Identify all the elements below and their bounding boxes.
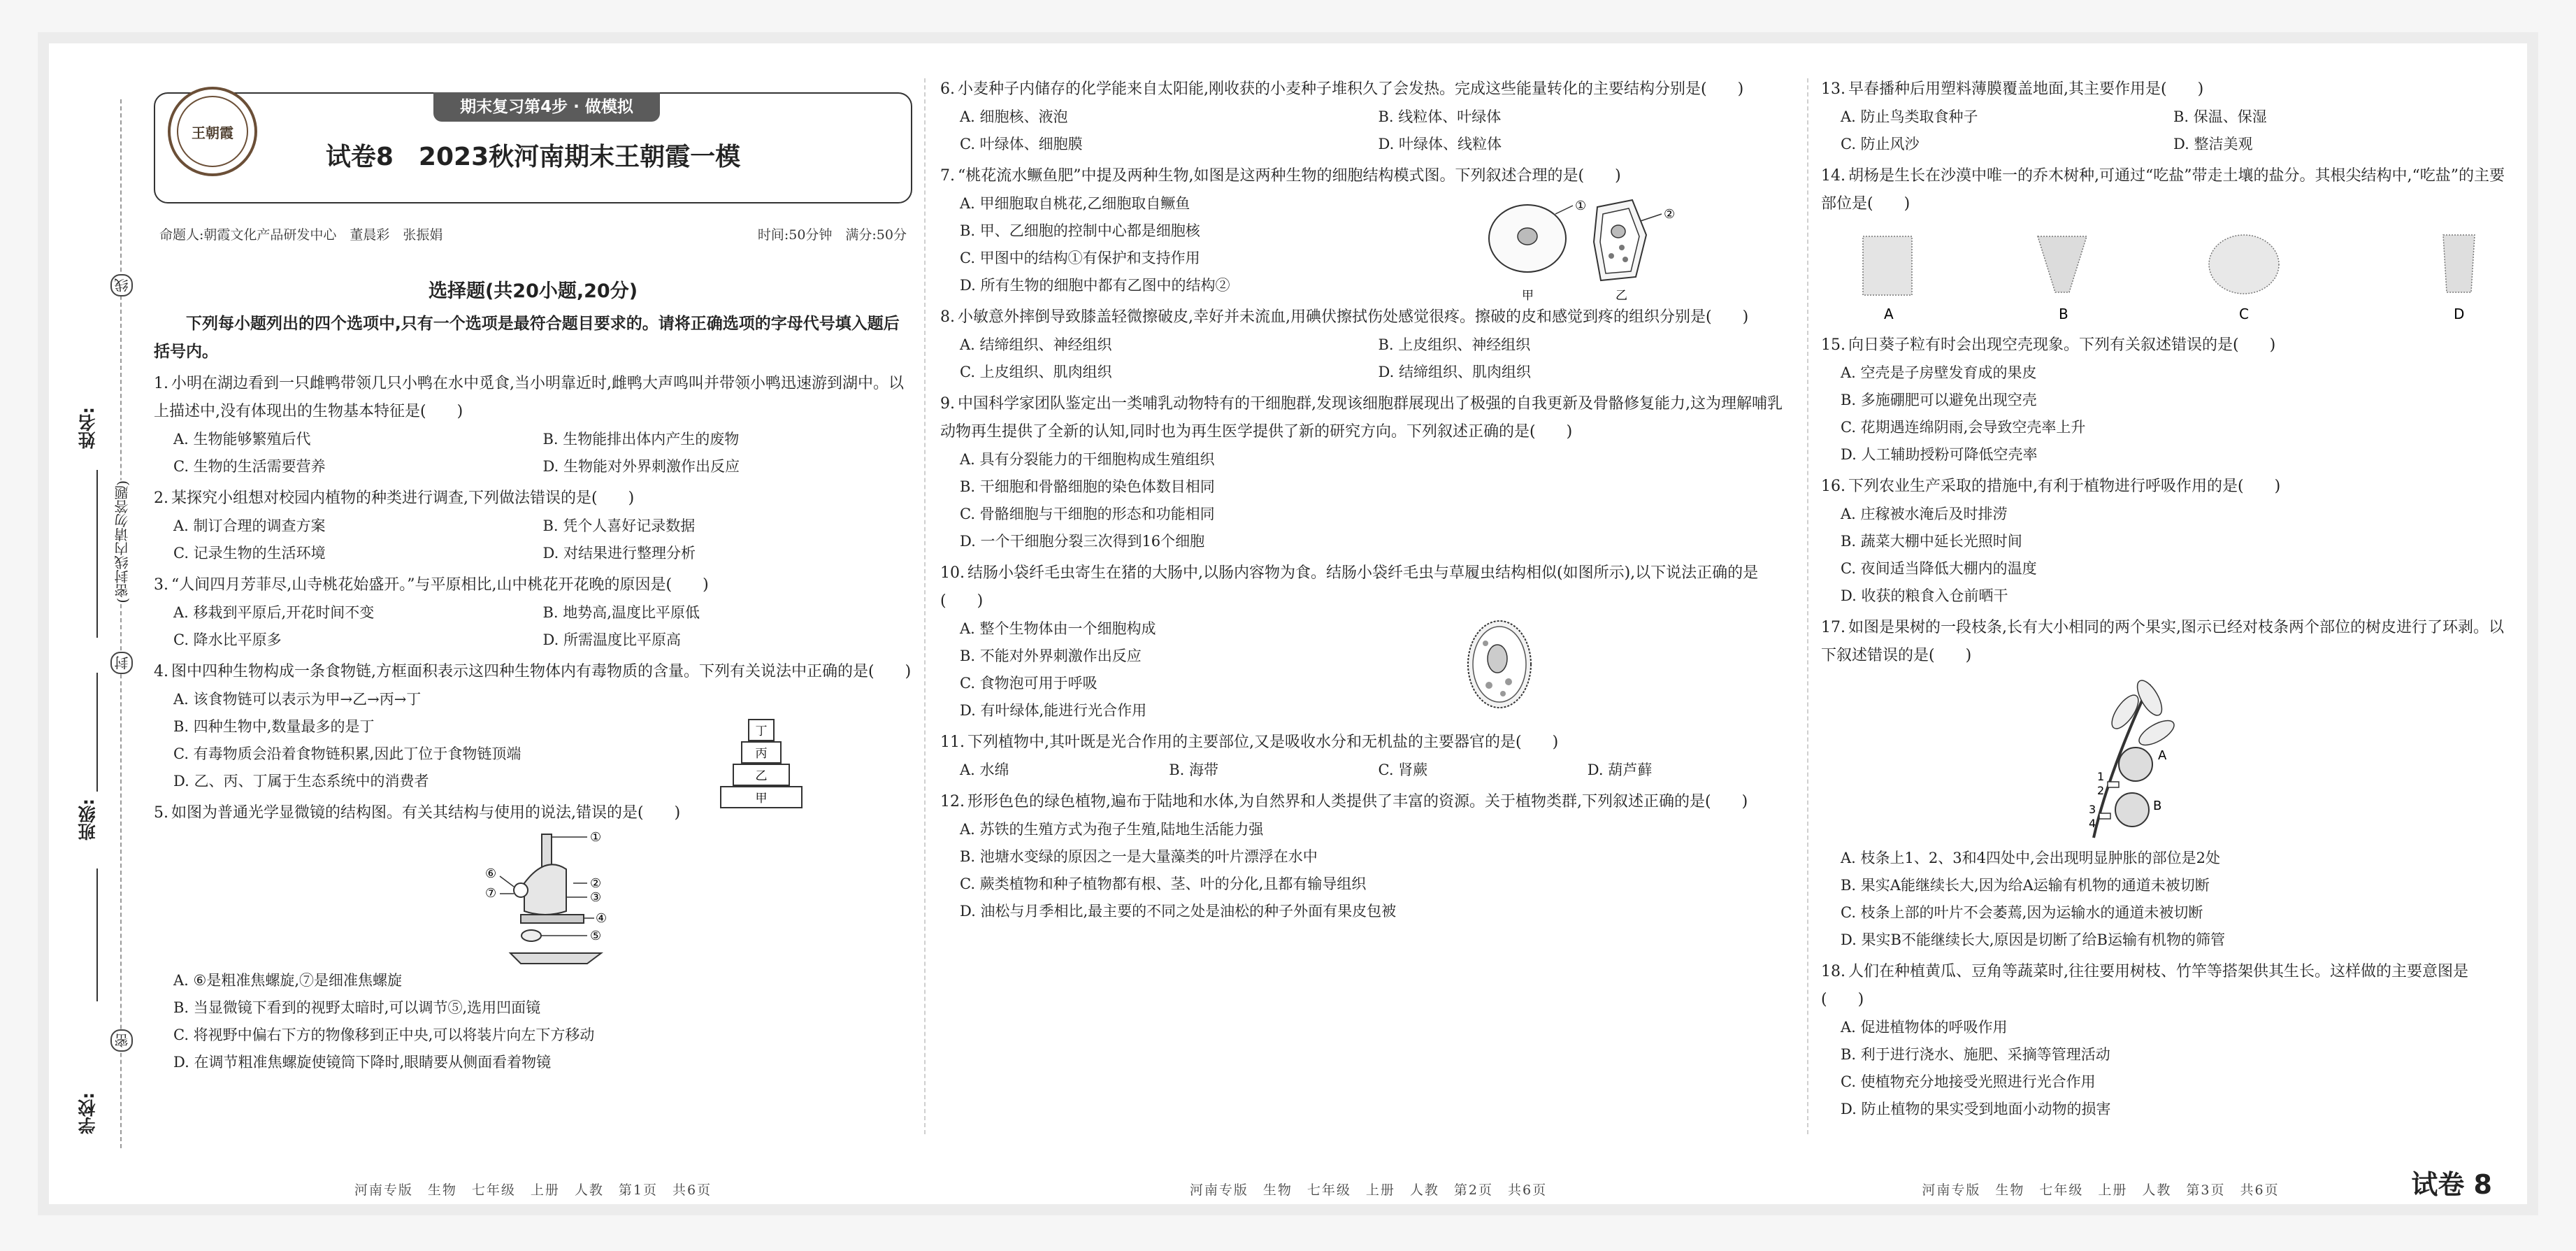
root-label: B (2059, 306, 2068, 322)
branch-mark: A (2158, 748, 2167, 763)
option[interactable]: C. 蕨类植物和种子植物都有根、茎、叶的分化,且都有输导组织 (960, 875, 1367, 892)
page-footer: 河南专版 生物 七年级 上册 人教 第3页 共6页 (1922, 1182, 2280, 1198)
root-option-d (2443, 235, 2475, 292)
option[interactable]: A. ⑥是粗准焦螺旋,⑦是细准焦螺旋 (173, 972, 403, 989)
option[interactable]: D. 所有生物的细胞中都有乙图中的结构② (960, 277, 1230, 294)
authors: 命题人:朝霞文化产品研发中心 董晨彩 张振娟 (159, 227, 443, 243)
option[interactable]: C. 叶绿体、细胞膜 (960, 136, 1083, 152)
class-blank[interactable] (96, 673, 98, 792)
option[interactable]: A. 庄稼被水淹后及时排涝 (1841, 506, 2008, 522)
branch-mark: 3 (2089, 803, 2096, 816)
option[interactable]: D. 结缔组织、肌肉组织 (1378, 364, 1531, 380)
branch-mark: 4 (2089, 817, 2096, 830)
column-divider (924, 78, 926, 1134)
option[interactable]: D. 所需温度比平原高 (542, 631, 681, 648)
cell-mark: ② (1664, 207, 1676, 222)
question-15: 15. 向日葵子粒有时会出现空壳现象。下列有关叙述错误的是( ) A. 空壳是子房壁发育成的果皮 B. 多施硼肥可以避免出现空壳 C. 花期遇连绵阴雨,会导致空壳率上升 D. 人工辅助授粉可降低空壳率 (1821, 331, 2506, 469)
page-footer: 河南专版 生物 七年级 上册 人教 第2页 共6页 (1189, 1182, 1548, 1198)
seal-note: (密封线内请勿答题) (112, 480, 132, 603)
option[interactable]: A. 整个生物体由一个细胞构成 (960, 620, 1156, 637)
branch-mark: 2 (2097, 784, 2105, 797)
seal-mark-line: 线 (110, 274, 133, 296)
question-3: 3. “人间四月芳菲尽,山寺桃花始盛开。”与平原相比,山中桃花开花晚的原因是( ) A. 移栽到平原后,开花时间不变 B. 地势高,温度比平原低 C. 降水比平原多 D. 所需温度比平原高 (154, 571, 912, 654)
option[interactable]: C. 甲图中的结构①有保护和支持作用 (960, 250, 1200, 266)
instructions: 下列每小题列出的四个选项中,只有一个选项是最符合题目要求的。请将正确选项的字母代号填入题后括号内。 (154, 315, 900, 361)
option[interactable]: B. 海带 (1169, 762, 1219, 778)
option[interactable]: B. 池塘水变绿的原因之一是大量藻类的叶片漂浮在水中 (960, 848, 1318, 865)
option[interactable]: C. 食物泡可用于呼吸 (960, 675, 1098, 692)
binding-strip (70, 99, 147, 1148)
option[interactable]: B. 蔬菜大棚中延长光照时间 (1841, 533, 2022, 550)
option[interactable]: D. 对结果进行整理分析 (542, 545, 696, 562)
option[interactable]: C. 防止风沙 (1841, 136, 1920, 152)
option[interactable]: B. 多施硼肥可以避免出现空壳 (1841, 392, 2037, 408)
question-8: 8. 小敏意外摔倒导致膝盖轻微擦破皮,幸好并未流血,用碘伏擦拭伤处感觉很疼。擦破的皮和感觉到疼的组织分别是( ) A. 结缔组织、神经组织 B. 上皮组织、神经组织 C. 上皮组织、肌肉组织 D. 结缔组织、肌肉组织 (940, 303, 1797, 386)
option[interactable]: B. 利于进行浇水、施肥、采摘等管理活动 (1841, 1046, 2110, 1063)
question-12: 12. 形形色色的绿色植物,遍布于陆地和水体,为自然界和人类提供了丰富的资源。关于植物类群,下列叙述正确的是( ) A. 苏铁的生殖方式为孢子生殖,陆地生活能力强 B. 池塘水变绿的原因之一是大量藻类的叶片漂浮在水中 C. 蕨类植物和种子植物都有根、茎、叶的分化,且都有输导组织 D. 油松与月季相比,最主要的不同之处是油松的种子外面有果皮包被 (940, 788, 1797, 925)
option[interactable]: B. 当显微镜下看到的视野太暗时,可以调节⑤,选用凹面镜 (173, 999, 541, 1016)
class-label: 班级: (78, 799, 98, 841)
option[interactable]: A. 水绵 (960, 762, 1009, 778)
option[interactable]: B. 果实A能继续长大,因为给A运输有机物的通道未被切断 (1841, 877, 2210, 894)
question-14: 14. 胡杨是生长在沙漠中唯一的乔木树种,可通过“吃盐”带走土壤的盐分。其根尖结构中,“吃盐”的主要部位是( ) A B C D (1821, 162, 2506, 327)
name-label: 姓名: (78, 407, 98, 449)
step-banner: 期末复习第4步 · 做模拟 (433, 92, 660, 122)
column-divider (1807, 78, 1808, 1134)
option[interactable]: B. 线粒体、叶绿体 (1378, 108, 1502, 125)
root-option-c (2209, 235, 2279, 294)
option[interactable]: D. 葫芦藓 (1587, 762, 1653, 778)
option[interactable]: C. 肾蕨 (1378, 762, 1428, 778)
option[interactable]: D. 生物能对外界刺激作出反应 (542, 458, 740, 475)
option[interactable]: A. 空壳是子房壁发育成的果皮 (1841, 364, 2037, 381)
branch-figure (2066, 670, 2506, 845)
name-blank[interactable] (96, 470, 98, 638)
option[interactable]: C. 生物的生活需要营养 (173, 458, 326, 475)
option[interactable]: D. 叶绿体、线粒体 (1378, 136, 1502, 152)
question-13: 13. 早春播种后用塑料薄膜覆盖地面,其主要作用是( ) A. 防止鸟类取食种子 B. 保温、保湿 C. 防止风沙 D. 整洁美观 (1821, 76, 2506, 158)
question-17: 17. 如图是果树的一段枝条,长有大小相同的两个果实,图示已经对枝条两个部位的树皮进行了环剥。以下叙述错误的是( ) 1 2 3 4 A B A. 枝条上1、2、3和4四处中,会出现明显肿胀的部位是2处 B. 果实A能继续长大,因为给A运输有机物的通道未被切断 C. 枝条上部的叶片不会萎蔫,因为运输水的通道未被切断 D. 果实B不能继续长大,原因是切断了给B运输有机物的筛管 (1821, 614, 2506, 954)
question-10: 10. 结肠小袋纤毛虫寄生在猪的大肠中,以肠内容物为食。结肠小袋纤毛虫与草履虫结构相似(如图所示),以下说法正确的是( ) A. 整个生物体由一个细胞构成 B. 不能对外界刺激作出反应 C. 食物泡可用于呼吸 D. 有叶绿体,能进行光合作用 (940, 559, 1797, 724)
question-2: 2. 某探究小组想对校园内植物的种类进行调查,下列做法错误的是( ) A. 制订合理的调查方案 B. 凭个人喜好记录数据 C. 记录生物的生活环境 D. 对结果进行整理分析 (154, 485, 912, 567)
seal-mark-secret: 密 (110, 1029, 133, 1052)
school-blank[interactable] (96, 868, 98, 1001)
column-3 (1821, 71, 2506, 1148)
option[interactable]: A. 移栽到平原后,开花时间不变 (173, 604, 375, 621)
option[interactable]: A. 制订合理的调查方案 (173, 517, 326, 534)
option[interactable]: B. 地势高,温度比平原低 (542, 604, 700, 621)
microscope-mark: ⑥ (485, 866, 497, 881)
microscope-mark: ④ (596, 911, 607, 926)
option[interactable]: A. 甲细胞取自桃花,乙细胞取自鳜鱼 (960, 195, 1190, 212)
root-label: A (1884, 306, 1894, 322)
column-1 (154, 71, 912, 1148)
option[interactable]: B. 生物能排出体内产生的废物 (542, 431, 740, 448)
option[interactable]: C. 有毒物质会沿着食物链积累,因此丁位于食物链顶端 (173, 745, 521, 762)
cell-label: 甲 (1522, 289, 1534, 303)
seal-mark-seal: 封 (110, 652, 133, 674)
column-2 (940, 71, 1797, 1148)
exam-meta (154, 224, 912, 243)
option[interactable]: C. 使植物充分地接受光照进行光合作用 (1841, 1073, 2096, 1090)
question-1: 1. 小明在湖边看到一只雌鸭带领几只小鸭在水中觅食,当小明靠近时,雌鸭大声鸣叫并带领小鸭迅速游到湖中。以上描述中,没有体现出的生物基本特征是( ) A. 生物能够繁殖后代 B. 生物能排出体内产生的废物 C. 生物的生活需要营养 D. 生物能对外界刺激作出反应 (154, 370, 912, 480)
option[interactable]: A. 生物能够繁殖后代 (173, 431, 311, 448)
school-label: 学校: (78, 1092, 98, 1134)
option[interactable]: A. 枝条上1、2、3和4四处中,会出现明显肿胀的部位是2处 (1841, 850, 2220, 866)
root-option-a (1863, 236, 1912, 295)
option[interactable]: D. 有叶绿体,能进行光合作用 (960, 702, 1147, 719)
section-title: 选择题(共20小题,20分) (428, 280, 638, 302)
option[interactable]: C. 记录生物的生活环境 (173, 545, 326, 562)
option[interactable]: A. 防止鸟类取食种子 (1841, 108, 1978, 125)
option[interactable]: C. 枝条上部的叶片不会萎蔫,因为运输水的通道未被切断 (1841, 904, 2203, 921)
option[interactable]: D. 防止植物的果实受到地面小动物的损害 (1841, 1101, 2111, 1117)
brand-logo: 王朝霞 (168, 87, 257, 176)
page-footer: 河南专版 生物 七年级 上册 人教 第1页 共6页 (354, 1182, 712, 1198)
question-16: 16. 下列农业生产采取的措施中,有利于植物进行呼吸作用的是( ) A. 庄稼被水淹后及时排涝 B. 蔬菜大棚中延长光照时间 C. 夜间适当降低大棚内的温度 D. 收获的粮食入仓前晒干 (1821, 473, 2506, 610)
question-18: 18. 人们在种植黄瓜、豆角等蔬菜时,往往要用树枝、竹竿等搭架供其生长。这样做的主要意图是( ) A. 促进植物体的呼吸作用 B. 利于进行浇水、施肥、采摘等管理活动 C. 使植物充分地接受光照进行光合作用 D. 防止植物的果实受到地面小动物的损害 (1821, 958, 2506, 1123)
option[interactable]: A. 具有分裂能力的干细胞构成生殖组织 (960, 451, 1215, 468)
ciliate-figure (1461, 615, 1538, 716)
food-chain-label: 丙 (755, 747, 768, 761)
option[interactable]: A. 该食物链可以表示为甲→乙→丙→丁 (173, 691, 422, 708)
option[interactable]: D. 油松与月季相比,最主要的不同之处是油松的种子外面有果皮包被 (960, 903, 1397, 920)
option[interactable]: C. 降水比平原多 (173, 631, 282, 648)
food-chain-label: 丁 (755, 724, 768, 738)
microscope-mark: ② (590, 876, 602, 891)
cell-label: 乙 (1616, 289, 1627, 303)
option[interactable]: A. 结缔组织、神经组织 (960, 336, 1112, 353)
option[interactable]: C. 夜间适当降低大棚内的温度 (1841, 560, 2037, 577)
option[interactable]: C. 花期遇连绵阴雨,会导致空壳率上升 (1841, 419, 2086, 436)
option[interactable]: D. 一个干细胞分裂三次得到16个细胞 (960, 533, 1205, 550)
question-9: 9. 中国科学家团队鉴定出一类哺乳动物特有的干细胞群,发现该细胞群展现出了极强的自我更新及骨骼修复能力,这为理解哺乳动物再生提供了全新的认知,同时也为再生医学提供了新的研究方向。下列叙述正确的是( ) A. 具有分裂能力的干细胞构成生殖组织 B. 干细胞和骨骼细胞的染色体数目相同 C. 骨骼细胞与干细胞的形态和功能相同 D. 一个干细胞分裂三次得到16个细胞 (940, 390, 1797, 555)
option[interactable]: D. 整洁美观 (2173, 136, 2253, 152)
time-score: 时间:50分钟 满分:50分 (757, 227, 907, 243)
food-chain-label: 甲 (755, 792, 768, 806)
option[interactable]: D. 果实B不能继续长大,原因是切断了给B运输有机物的筛管 (1841, 931, 2225, 948)
option[interactable]: D. 收获的粮食入仓前晒干 (1841, 587, 2008, 604)
option[interactable]: B. 凭个人喜好记录数据 (542, 517, 696, 534)
microscope-mark: ⑦ (485, 886, 497, 901)
option[interactable]: B. 四种生物中,数量最多的是丁 (173, 718, 375, 735)
option[interactable]: D. 乙、丙、丁属于生态系统中的消费者 (173, 773, 429, 789)
option[interactable]: A. 促进植物体的呼吸作用 (1841, 1019, 2008, 1036)
page-title: 试卷8 2023秋河南期末王朝霞一模 (325, 143, 741, 171)
microscope-mark: ③ (590, 890, 602, 905)
option[interactable]: C. 上皮组织、肌肉组织 (960, 364, 1112, 380)
root-label: C (2239, 306, 2249, 322)
question-6: 6. 小麦种子内储存的化学能来自太阳能,刚收获的小麦种子堆积久了会发热。完成这些能量转化的主要结构分别是( ) A. 细胞核、液泡 B. 线粒体、叶绿体 C. 叶绿体、细胞膜 D. 叶绿体、线粒体 (940, 76, 1797, 158)
question-11: 11. 下列植物中,其叶既是光合作用的主要部位,又是吸收水分和无机盐的主要器官的是( ) A. 水绵 B. 海带 C. 肾蕨 D. 葫芦藓 (940, 729, 1797, 784)
option[interactable]: B. 不能对外界刺激作出反应 (960, 648, 1142, 664)
root-option-b (2038, 236, 2087, 292)
microscope-mark: ⑤ (590, 929, 602, 943)
option[interactable]: C. 骨骼细胞与干细胞的形态和功能相同 (960, 506, 1215, 522)
food-chain-label: 乙 (755, 769, 768, 783)
option[interactable]: B. 干细胞和骨骼细胞的染色体数目相同 (960, 478, 1215, 495)
root-tip-figure (1821, 222, 2506, 327)
cell-mark: ① (1575, 199, 1587, 213)
question-7: 7. “桃花流水鳜鱼肥”中提及两种生物,如图是这两种生物的细胞结构模式图。下列叙述合理的是( ) A. 甲细胞取自桃花,乙细胞取自鳜鱼 B. 甲、乙细胞的控制中心都是细胞核 C. 甲图中的结构①有保护和支持作用 D. 所有生物的细胞中都有乙图中的结构② ① ② 甲 乙 (940, 162, 1797, 299)
root-label: D (2454, 306, 2465, 322)
exam-badge: 试卷 8 (2411, 1169, 2492, 1200)
cell-figure (1478, 193, 1688, 308)
branch-mark: 1 (2097, 770, 2105, 783)
question-4: 4. 图中四种生物构成一条食物链,方框面积表示这四种生物体内有毒物质的含量。下列有关说法中正确的是( ) A. 该食物链可以表示为甲→乙→丙→丁 B. 四种生物中,数量最多的是丁 C. 有毒物质会沿着食物链积累,因此丁位于食物链顶端 D. 乙、丙、丁属于生态系统中的消费者 丁 丙 乙 甲 (154, 658, 912, 795)
seal-line (120, 99, 122, 1148)
option[interactable]: A. 苏铁的生殖方式为孢子生殖,陆地生活能力强 (960, 821, 1264, 838)
microscope-figure (482, 827, 912, 967)
option[interactable]: B. 保温、保湿 (2173, 108, 2267, 125)
option[interactable]: C. 将视野中偏右下方的物像移到正中央,可以将装片向左下方移动 (173, 1027, 595, 1043)
option[interactable]: A. 细胞核、液泡 (960, 108, 1068, 125)
option[interactable]: D. 在调节粗准焦螺旋使镜筒下降时,眼睛要从侧面看着物镜 (173, 1054, 552, 1071)
exam-sheet (49, 43, 2527, 1204)
option[interactable]: B. 上皮组织、神经组织 (1378, 336, 1531, 353)
microscope-mark: ① (590, 830, 602, 845)
option[interactable]: B. 甲、乙细胞的控制中心都是细胞核 (960, 222, 1200, 239)
exam-header (154, 92, 912, 203)
branch-mark: B (2153, 799, 2162, 813)
question-5: 5. 如图为普通光学显微镜的结构图。有关其结构与使用的说法,错误的是( ) ① ② ③ ④ ⑤ ⑥ ⑦ A. ⑥是粗准焦螺旋,⑦是细准焦螺旋 B. 当显微镜下看到的视野太暗时,可以调节⑤,选用凹面镜 C. 将视野中偏右下方的物像移到正中央,可以将装片向左下方移动 D. 在调节粗准焦螺旋使镜筒下降时,眼睛要从侧面看着物镜 (154, 799, 912, 1076)
option[interactable]: D. 人工辅助授粉可降低空壳率 (1841, 446, 2038, 463)
